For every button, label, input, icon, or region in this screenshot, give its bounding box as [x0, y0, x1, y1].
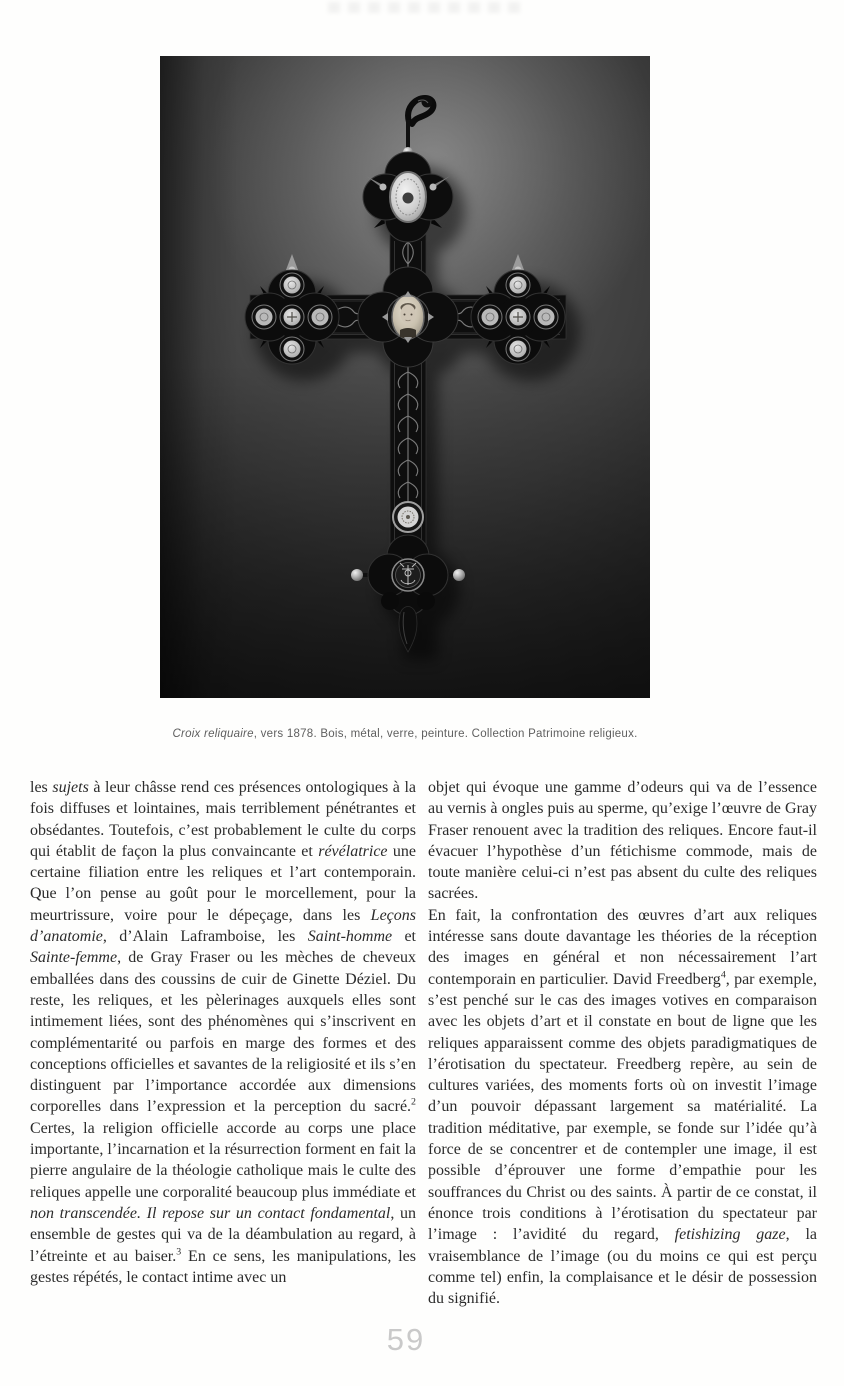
- paragraph: les sujets à leur châsse rend ces présences ontologiques à la fois diffuses et lointaines, mais terriblement pénétrantes et obsédantes. Toutefois, c’est probablement le culte du corps qui établit de façon la plus convaincante et révélatrice une certaine filiation entre les reliques et l’art contemporain. Que l’on pense au goût pour le morcellement, pour la meurtrissure, voire pour le dépeçage, dans les Leçons d’anatomie, d’Alain Laframboise, les Saint-homme et Sainte-femme, de Gray Fraser ou les mèches de cheveux emballées dans des coussins de cuir de Ginette Déziel. Du reste, les reliques, et les pèlerinages auxquels elles sont intimement liées, sont des phénomènes qui s’inscrivent en complémentarité ou parfois en marge des formes et des conceptions officielles et savantes de la religiosité et ils s’en distinguent par l’importance accordée aux dimensions corporelles dans l’expression et la perception du sacré.$^2$ Certes, la religion officielle accorde au corps une place importante, l’incarnation et la résurrection forment en fait la pierre angulaire de la théologie catholique mais le culte des reliques appelle une corporalité beaucoup plus immédiate et non transcendée. Il repose sur un contact fondamental, un ensemble de gestes qui va de la déambulation au regard, à l’étreinte et au baiser.$^3$ En ce sens, les manipulations, les gestes répétés, le contact intime avec un: [30, 779, 416, 1286]
- text-column-right: [428, 777, 817, 1309]
- hanging-hook: [403, 97, 433, 158]
- portrait-medallion: [392, 295, 424, 339]
- caption-artwork-title: Croix reliquaire: [172, 728, 254, 740]
- paragraph: objet qui évoque une gamme d’odeurs qui va de l’essence au vernis à ongles puis au sperme, qu’exige l’œuvre de Gray Fraser renouent avec la tradition des reliques. Encore faut-il évacuer l’hypothèse d’un fétichisme commode, mais de toute manière celui-ci n’est pas absent du culte des reliques sacrées.: [428, 779, 817, 903]
- text-column-left: [30, 777, 416, 1288]
- reliquary-cross-graphic: [160, 56, 650, 698]
- scan-artifact: [328, 2, 528, 13]
- paragraph: En fait, la confrontation des œuvres d’art aux reliques intéresse sans doute davantage les théories de la réception des images en général et non nécessairement l’art contemporain en particulier. David Freedberg$^4$, par exemple, s’est penché sur le cas des images votives en comparaison avec les objets d’art et il constate en bout de ligne que les reliques apparaissent comme des objets paradigmatiques de l’érotisation du spectateur. Freedberg repère, au sein de cultures variées, des moments forts où on investit l’image d’un pouvoir dépassant largement sa matérialité. La tradition méditative, par exemple, se fonde sur l’idée qu’à force de se concentrer et de contempler une image, il est possible d’éprouver une forme d’empathie pour les souffrances du Christ ou des saints. À partir de ce constat, il énonce trois conditions à l’érotisation du spectateur par l’image : l’avidité du regard, fetishizing gaze, la vraisemblance de l’image (ou du moins ce qui est perçu comme tel) enfin, la complaisance et le désir de possession du signifié.: [428, 906, 818, 1308]
- caption-details: , vers 1878. Bois, métal, verre, peinture. Collection Patrimoine religieux.: [253, 728, 638, 740]
- page-number: 59: [386, 1322, 426, 1357]
- top-oval-medallion: [390, 172, 426, 222]
- figure-caption: [160, 727, 650, 742]
- reliquary-cross-photograph: [160, 56, 650, 698]
- bottom-medallion: [392, 559, 424, 591]
